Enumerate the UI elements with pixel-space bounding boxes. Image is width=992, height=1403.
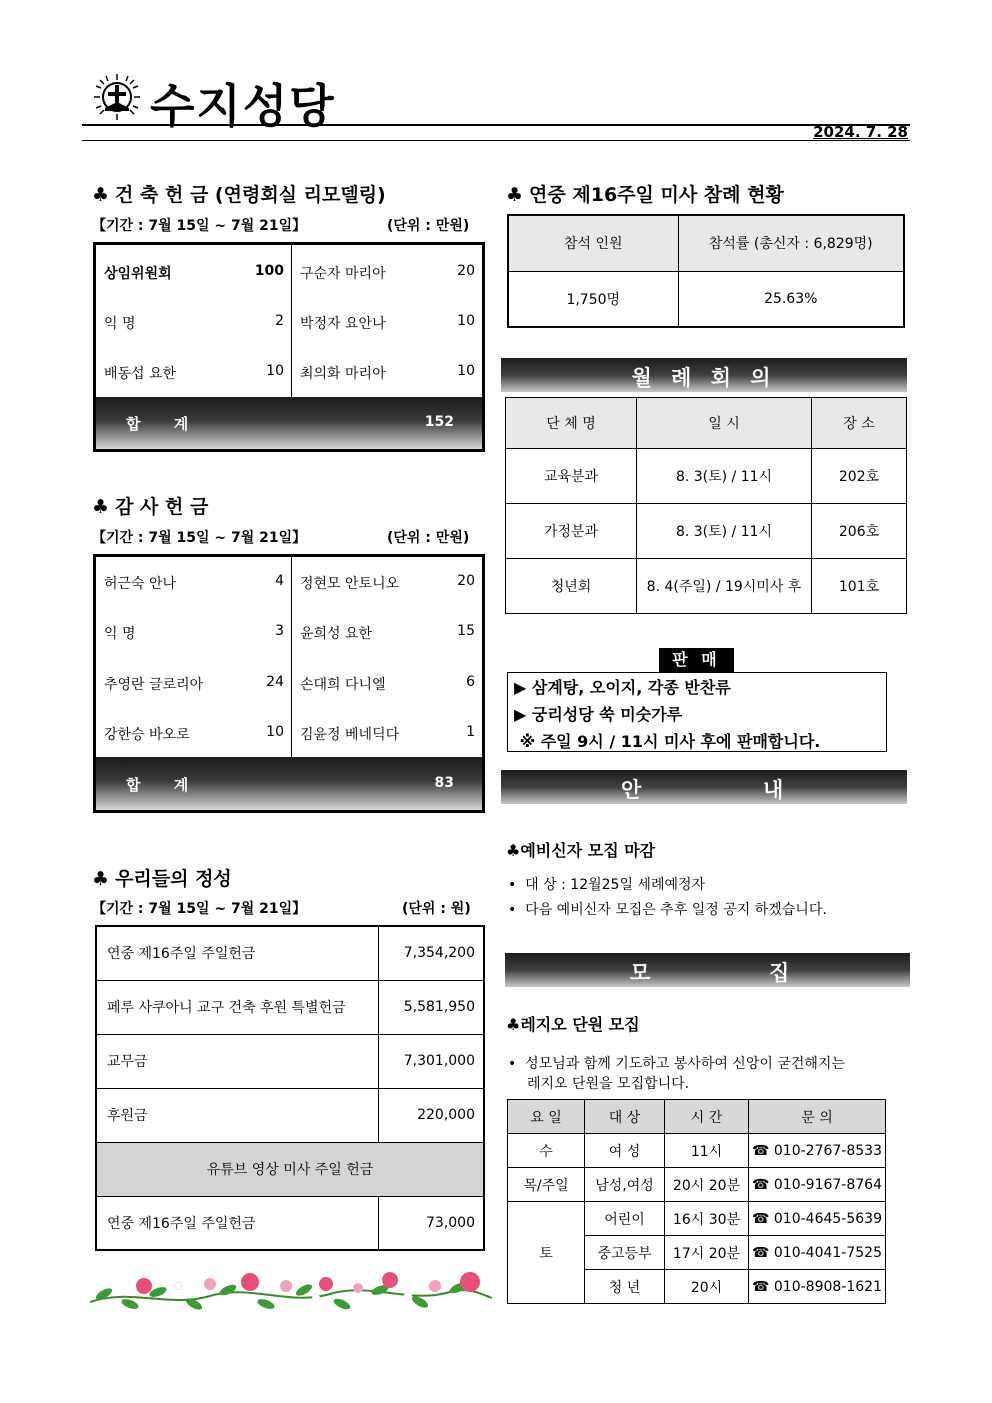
list-item: 구순자 마리아 20	[300, 263, 475, 282]
offering-unit: (단위 : 원)	[402, 901, 471, 917]
list-item: 배동섭 요한 10	[104, 363, 284, 382]
building-period: 【기간 : 7월 15일 ~ 7월 21일】	[92, 218, 307, 234]
list-item-continuation: 레지오 단원을 모집합니다.	[527, 1076, 690, 1092]
table-row: 후원금 220,000	[96, 1088, 484, 1142]
building-fund-table	[93, 242, 485, 452]
list-item: • 대 상 : 12월25일 세례예정자	[508, 877, 706, 893]
list-item: 윤희성 요한 15	[300, 623, 475, 642]
building-unit: (단위 : 만원)	[387, 218, 470, 234]
church-logo	[92, 72, 142, 122]
table-row: 1,750명 25.63%	[508, 271, 904, 327]
list-item: 김윤정 베네딕다 1	[300, 724, 475, 743]
club-icon: ♣	[506, 841, 521, 860]
building-total-bar: 합 계 152	[96, 397, 482, 449]
recruit-bar: 모 집	[505, 953, 910, 987]
list-item: 상임위원회 100	[104, 263, 284, 282]
notice-bar: 안 내	[501, 770, 907, 804]
bullet-icon: •	[508, 877, 517, 893]
header-rule-thin	[82, 140, 910, 141]
list-item: 박정자 요안나 10	[300, 313, 475, 332]
table-row: 가정분과 8. 3(토) / 11시 206호	[506, 504, 907, 559]
page-title: 수지성당	[150, 79, 336, 133]
flower-border-decoration	[90, 1268, 492, 1314]
list-item: • 성모님과 함께 기도하고 봉사하여 신앙이 굳건해지는	[508, 1056, 845, 1072]
youtube-offering-label: 유튜브 영상 미사 주일 헌금	[96, 1142, 484, 1196]
table-row: 토 어린이 16시 30분 ☎ 010-4645-5639	[508, 1202, 886, 1236]
table-row: 교무금 7,301,000	[96, 1034, 484, 1088]
list-item: 허근숙 안나 4	[104, 573, 284, 592]
legio-heading: ♣레지오 단원 모집	[506, 1015, 640, 1034]
table-row: 중고등부 17시 20분 ☎ 010-4041-7525	[508, 1236, 886, 1270]
table-row: 연중 제16주일 주일헌금 7,354,200	[96, 926, 484, 980]
mass-attendance-heading: ♣ 연중 제16주일 미사 참례 현황	[506, 184, 784, 206]
monthly-meeting-table	[505, 397, 907, 614]
header-rule	[82, 124, 910, 126]
list-item: 추영란 글로리아 24	[104, 674, 284, 693]
club-icon: ♣	[506, 1015, 521, 1034]
legio-table	[507, 1099, 886, 1304]
column-divider	[291, 245, 292, 397]
table-row: 페루 사쿠아니 교구 건축 후원 특별헌금 5,581,950	[96, 980, 484, 1034]
monthly-meeting-bar: 월 례 회 의	[501, 358, 907, 392]
sale-box	[507, 672, 887, 752]
list-item: 익 명 2	[104, 313, 284, 332]
thanks-total-bar: 합 계 83	[96, 757, 482, 810]
club-icon: ♣	[92, 868, 110, 890]
table-row: 단 체 명 일 시 장 소	[506, 398, 907, 449]
list-item: 익 명 3	[104, 623, 284, 642]
list-item: 최의화 마리아 10	[300, 363, 475, 382]
bullet-icon: •	[508, 902, 517, 918]
list-item: 강한승 바오로 10	[104, 724, 284, 743]
list-item: 손대희 다니엘 6	[300, 674, 475, 693]
club-icon: ♣	[92, 496, 110, 518]
table-row: 목/주일 남성,여성 20시 20분 ☎ 010-9167-8764	[508, 1168, 886, 1202]
table-row: 요 일 대 상 시 간 문 의	[508, 1100, 886, 1134]
thanks-unit: (단위 : 만원)	[387, 530, 470, 546]
thanks-period: 【기간 : 7월 15일 ~ 7월 21일】	[92, 530, 307, 546]
sale-label: 판 매	[659, 648, 734, 672]
sale-item: ▶ 궁리성당 쑥 미숫가루	[514, 705, 683, 724]
club-icon: ♣	[506, 184, 524, 206]
column-divider	[291, 557, 292, 757]
table-row: 교육분과 8. 3(토) / 11시 202호	[506, 449, 907, 504]
bullet-icon: •	[508, 1056, 517, 1072]
catechumen-heading: ♣예비신자 모집 마감	[506, 841, 656, 860]
list-item: • 다음 예비신자 모집은 추후 일정 공지 하겠습니다.	[508, 902, 827, 918]
list-item: 정현모 안토니오 20	[300, 573, 475, 592]
bulletin-date: 2024. 7. 28	[813, 123, 908, 141]
table-row: 수 여 성 11시 ☎ 010-2767-8533	[508, 1134, 886, 1168]
offering-table	[95, 925, 485, 1251]
table-row: 청 년 20시 ☎ 010-8908-1621	[508, 1270, 886, 1304]
offering-heading: ♣ 우리들의 정성	[92, 868, 232, 890]
mass-attendance-table	[507, 214, 905, 328]
club-icon: ♣	[92, 184, 110, 206]
building-fund-heading: ♣ 건 축 헌 금 (연령회실 리모델링)	[92, 184, 386, 206]
thanks-offering-table	[93, 554, 485, 813]
sale-note: ※ 주일 9시 / 11시 미사 후에 판매합니다.	[514, 732, 821, 751]
sale-item: ▶ 삼계탕, 오이지, 각종 반찬류	[514, 678, 731, 697]
table-row	[96, 1142, 484, 1196]
thanks-offering-heading: ♣ 감 사 헌 금	[92, 496, 209, 518]
table-row: 참석 인원 참석률 (총신자 : 6,829명)	[508, 215, 904, 271]
offering-period: 【기간 : 7월 15일 ~ 7월 21일】	[92, 901, 307, 917]
table-row: 청년회 8. 4(주일) / 19시미사 후 101호	[506, 559, 907, 614]
table-row: 연중 제16주일 주일헌금 73,000	[96, 1196, 484, 1250]
